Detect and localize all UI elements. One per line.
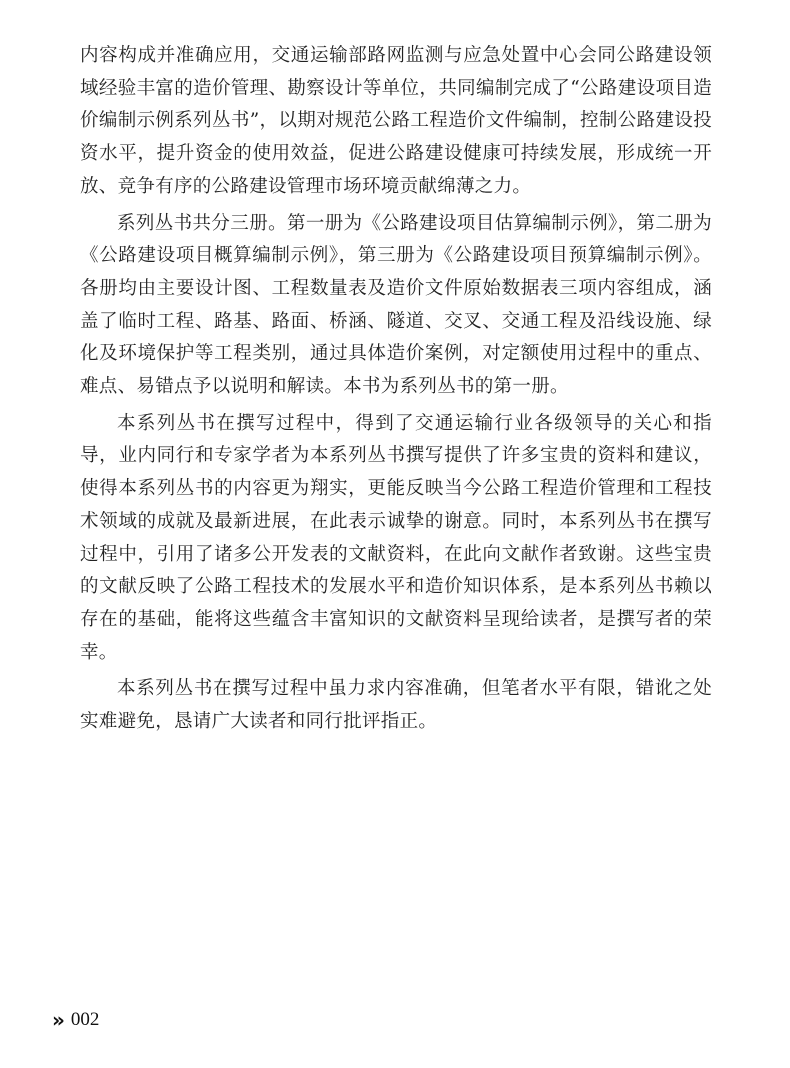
paragraph-2: 系列丛书共分三册。第一册为《公路建设项目估算编制示例》，第二册为《公路建设项目概算编制示例》，第三册为《公路建设项目预算编制示例》。各册均由主要设计图、工程数量表及造价文件原始数据表三项内容组成，涵盖了临时工程、路基、路面、桥涵、隧道、交叉、交通工程及沿线设施、绿化及环境保护等工程类别，通过具体造价案例，对定额使用过程中的重点、难点、易错点予以说明和解读。本书为系列丛书的第一册。 xyxy=(80,212,712,398)
paragraph-4: 本系列丛书在撰写过程中虽力求内容准确，但笔者水平有限，错讹之处实难避免，恳请广大读者和同行批评指正。 xyxy=(80,678,712,733)
page-number: 002 xyxy=(70,1009,100,1030)
page-footer xyxy=(52,1010,99,1030)
paragraph-3: 本系列丛书在撰写过程中，得到了交通运输行业各级领导的关心和指导，业内同行和专家学者为本系列丛书撰写提供了许多宝贵的资料和建议，使得本系列丛书的内容更为翔实，更能反映当今公路工程造价管理和工程技术领域的成就及最新进展，在此表示诚挚的谢意。同时，本系列丛书在撰写过程中，引用了诸多公开发表的文献资料，在此向文献作者致谢。这些宝贵的文献反映了公路工程技术的发展水平和造价知识体系，是本系列丛书赖以存在的基础，能将这些蕴含丰富知识的文献资料呈现给读者，是撰写者的荣幸。 xyxy=(80,412,712,663)
paragraph-1: 内容构成并准确应用，交通运输部路网监测与应急处置中心会同公路建设领域经验丰富的造价管理、勘察设计等单位，共同编制完成了“公路建设项目造价编制示例系列丛书”，以期对规范公路工程造价文件编制，控制公路建设投资水平，提升资金的使用效益，促进公路建设健康可持续发展，形成统一开放、竞争有序的公路建设管理市场环境贡献绵薄之力。 xyxy=(80,45,712,197)
double-chevron-right-icon: » xyxy=(52,1008,65,1032)
page-body xyxy=(80,40,712,743)
